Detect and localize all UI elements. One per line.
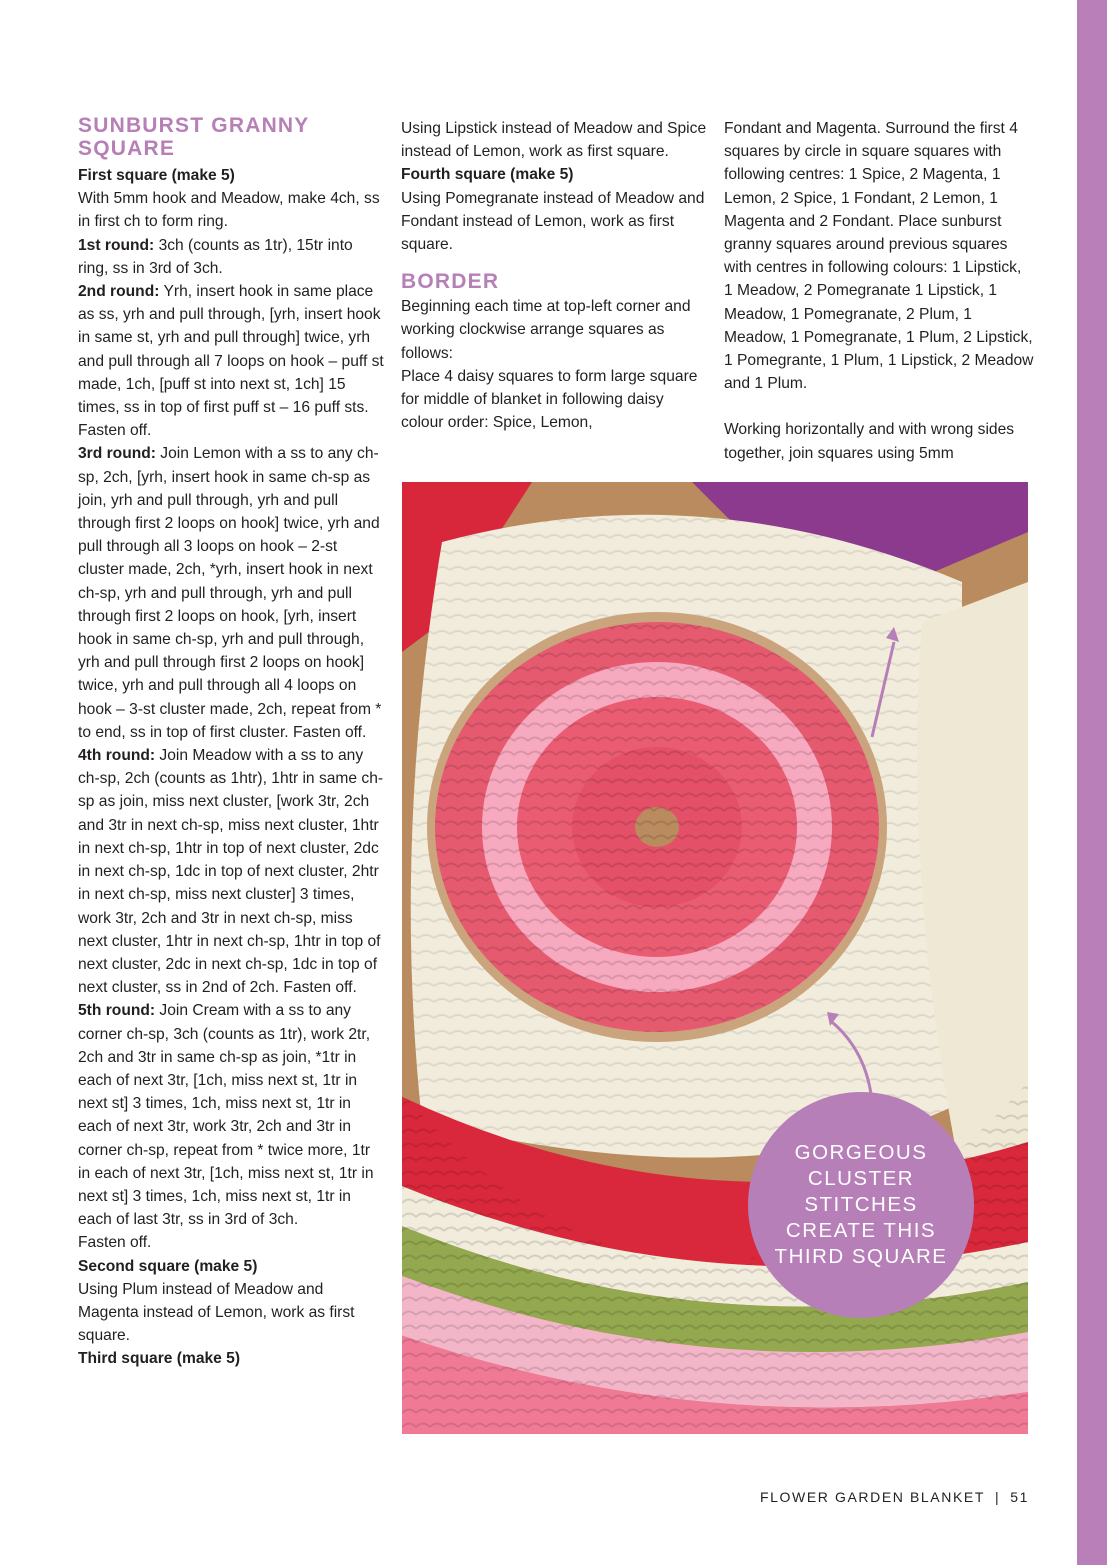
footer-title: FLOWER GARDEN BLANKET [760, 1489, 985, 1505]
paragraph-placement: Place 4 daisy squares to form large square for middle of blanket in following daisy colour order: Spice, Lemon, [401, 367, 698, 432]
round-5-label: 5th round: [78, 1002, 156, 1020]
round-2 [78, 280, 384, 442]
round-5 [78, 999, 384, 1231]
subheading-second-square: Second square (make 5) [78, 1257, 258, 1275]
round-4-label: 4th round: [78, 747, 156, 765]
round-1-label: 1st round: [78, 236, 155, 254]
round-2-label: 2nd round: [78, 283, 160, 301]
round-3 [78, 442, 384, 744]
callout-badge [748, 1092, 974, 1318]
column-1 [78, 114, 384, 1371]
paragraph-intro: With 5mm hook and Meadow, make 4ch, ss in first ch to form ring. [78, 190, 380, 231]
column-3 [724, 117, 1034, 465]
round-5-text: Join Cream with a ss to any corner ch-sp, 3ch (counts as 1tr), work 2tr, 2ch and 3tr in same ch-sp as join, *1tr in each of next 3tr, [1ch, miss next st, 1tr in next st] 3 times, 1ch, miss next st, 1tr in each of next 3tr, work 3tr, 2ch and 3tr in corner ch-sp, repeat from * twice more, 1tr in each of next 3tr, [1ch, miss next st, 1tr in next st] 3 times, 1ch, miss next st, 1tr in each of last 3tr, ss in 3rd of 3ch. [78, 1002, 374, 1229]
side-accent-bar [1077, 0, 1107, 1565]
paragraph-joining: Working horizontally and with wrong sides together, join squares using 5mm [724, 421, 1015, 462]
section-heading-sunburst: SUNBURST GRANNY SQUARE [78, 114, 310, 160]
footer-separator: | [994, 1489, 1001, 1505]
round-3-text: Join Lemon with a ss to any ch-sp, 2ch, [yrh, insert hook in same ch-sp as join, yrh and pull through, yrh and pull through first 2 loops on hook] twice, yrh and pull through all 3 loops on hook – 2-st cluster made, 2ch, *yrh, insert hook in next ch-sp, yrh and pull through, yrh and pull through first 2 loops on hook, [yrh, insert hook in same ch-sp, yrh and pull through, yrh and pull through first 2 loops on hook] twice, yrh and pull through all 4 loops on hook – 3-st cluster made, 2ch, repeat from * to end, ss in top of first cluster. Fasten off. [78, 445, 382, 741]
fasten-off: Fasten off. [78, 1234, 152, 1252]
round-3-label: 3rd round: [78, 445, 156, 463]
section-heading-border: BORDER [401, 270, 500, 294]
callout-text: GORGEOUS CLUSTER STITCHES CREATE THIS THIRD SQUARE [774, 1141, 948, 1268]
round-1-text: 3ch (counts as 1tr), 15tr into ring, ss in 3rd of 3ch. [78, 236, 353, 277]
round-4 [78, 744, 384, 999]
paragraph-second-square: Using Plum instead of Meadow and Magenta instead of Lemon, work as first square. [78, 1280, 355, 1345]
subheading-third-square: Third square (make 5) [78, 1350, 241, 1368]
round-2-text: Yrh, insert hook in same place as ss, yrh and pull through, [yrh, insert hook in same st, yrh and pull through] twice, yrh and pull through all 7 loops on hook – puff st made, 1ch, [puff st into next st, 1ch] 15 times, ss in top of first puff st – 16 puff sts. Fasten off. [78, 283, 384, 440]
paragraph-border: Beginning each time at top-left corner and working clockwise arrange squares as follows: [401, 298, 691, 362]
paragraph-fourth-square: Using Pomegranate instead of Meadow and Fondant instead of Lemon, work as first square. [401, 189, 705, 254]
subheading-fourth-square: Fourth square (make 5) [401, 166, 574, 184]
page-footer [760, 1489, 1029, 1505]
round-4-text: Join Meadow with a ss to any ch-sp, 2ch (counts as 1htr), 1htr in same ch-sp as join, miss next cluster, [work 3tr, 2ch and 3tr in next ch-sp, miss next cluster, 1htr in next ch-sp, 1htr in top of next cluster, 2dc in next ch-sp, 1dc in top of next cluster, 2htr in next ch-sp, miss next cluster] 3 times, work 3tr, 2ch and 3tr in next ch-sp, miss next cluster, 1htr in next ch-sp, 1htr in top of next cluster, 2dc in next ch-sp, 1dc in top of next cluster, ss in 2nd of 2ch. Fasten off. [78, 747, 384, 997]
page-number: 51 [1010, 1489, 1029, 1505]
subheading-first-square: First square (make 5) [78, 167, 235, 184]
round-1 [78, 234, 384, 280]
column-2 [401, 117, 707, 434]
crochet-photo [402, 482, 1028, 1434]
paragraph-third-square: Using Lipstick instead of Meadow and Spice instead of Lemon, work as first square. [401, 120, 707, 161]
paragraph-arrangement: Fondant and Magenta. Surround the first 4 squares by circle in square squares with following centres: 1 Spice, 2 Magenta, 1 Lemon, 2 Spice, 1 Fondant, 2 Lemon, 1 Magenta and 2 Fondant. Place sunburst granny squares around previous squares with centres in following colours: 1 Lipstick, 1 Meadow, 2 Pomegranate 1 Lipstick, 1 Meadow, 1 Pomegranate, 2 Plum, 1 Meadow, 1 Pomegranate, 1 Plum, 2 Lipstick, 1 Pomegrante, 1 Plum, 1 Lipstick, 2 Meadow and 1 Plum. [724, 120, 1034, 393]
